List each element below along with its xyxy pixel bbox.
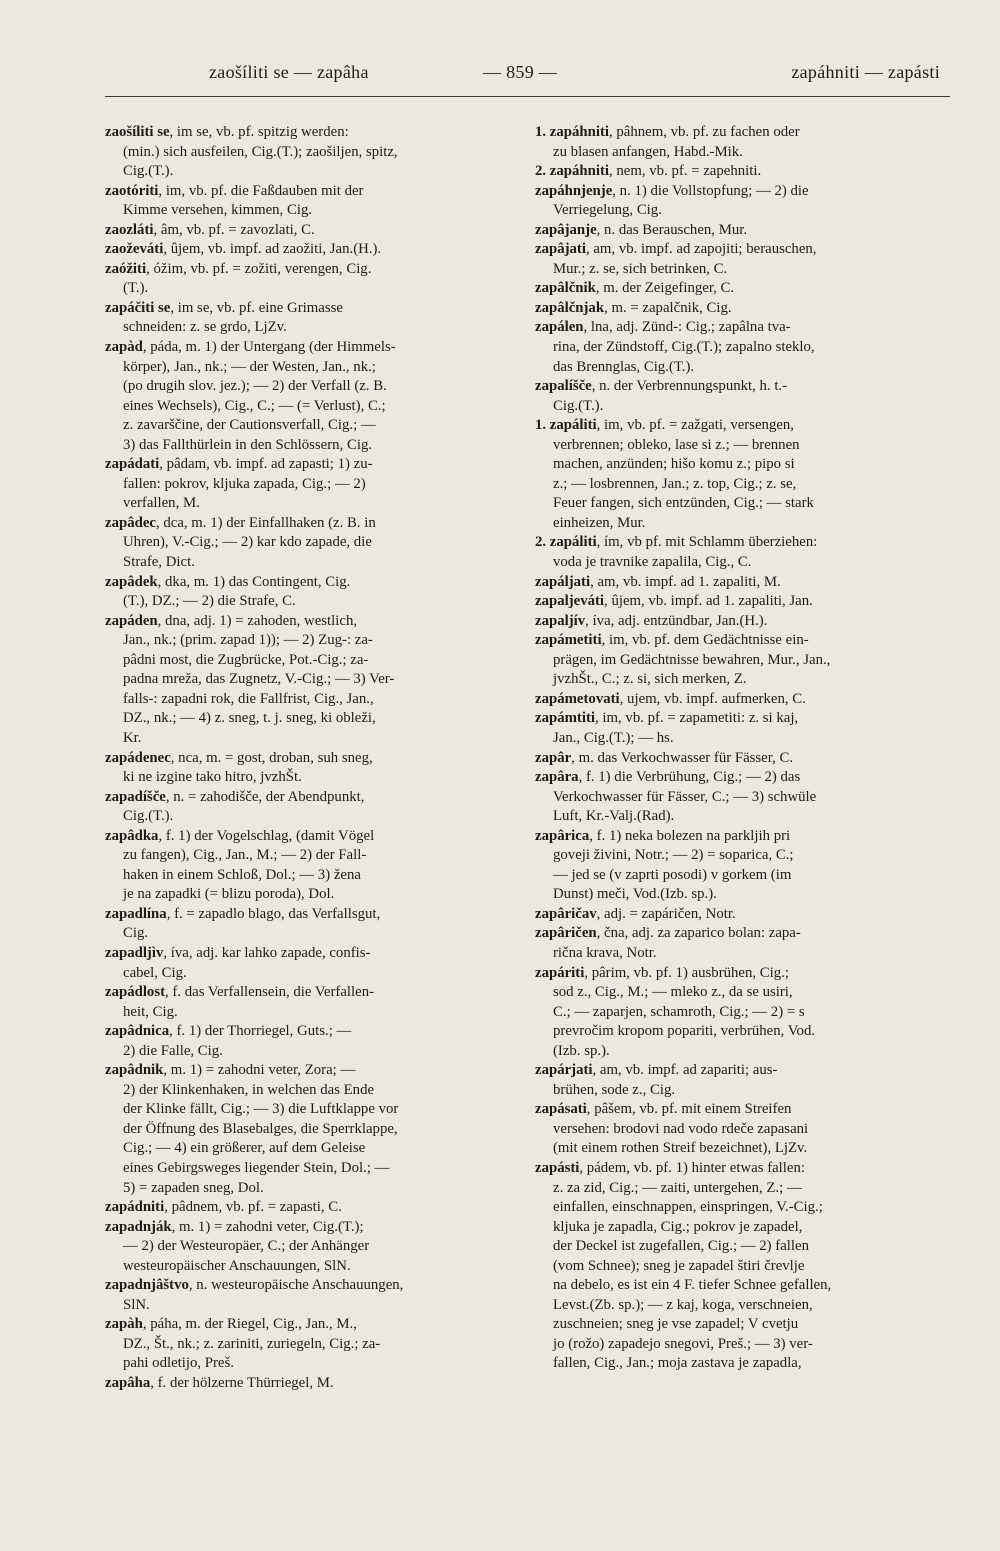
entry-line: einfallen, einschnappen, einspringen, V.-Cig.; bbox=[553, 1199, 823, 1216]
entry-line: Feuer fangen, sich entzünden, Cig.; — stark bbox=[553, 495, 814, 512]
entry-line: Cig.(T.). bbox=[553, 397, 604, 414]
entry-line: zapâlčnjak, m. = zapalčnik, Cig. bbox=[535, 299, 732, 316]
entry-line: SlN. bbox=[123, 1296, 150, 1313]
entry-line: Verriegelung, Cig. bbox=[553, 202, 662, 219]
entry-line: zapámtiti, im, vb. pf. = zapametiti: z. si kaj, bbox=[535, 710, 799, 727]
header-right-guideword: zapáhniti — zapásti bbox=[791, 62, 940, 82]
entry-line: zapâričav, adj. = zapáričen, Notr. bbox=[535, 905, 736, 922]
entry-line: Kr. bbox=[123, 729, 142, 746]
entry-line: zapâdka, f. 1) der Vogelschlag, (damit Vögel bbox=[105, 827, 375, 844]
entry-line: (po drugih slov. jez.); — 2) der Verfall (z. B. bbox=[123, 378, 387, 395]
entry-line: Cig.(T.). bbox=[123, 808, 174, 825]
entry-line: zapádati, pâdam, vb. impf. ad zapasti; 1) zu- bbox=[105, 456, 373, 473]
entry-line: zapálen, lna, adj. Zünd-: Cig.; zapâlna tva- bbox=[535, 319, 791, 336]
entry-line: (vom Schnee); sneg je zapadel štiri črevlje bbox=[553, 1257, 805, 1274]
entry-line: Levst.(Zb. sp.); — z kaj, koga, verschneien, bbox=[553, 1296, 813, 1313]
entry-line: verbrennen; obleko, lase si z.; — brennen bbox=[553, 436, 800, 453]
entry-line: zapaljív, íva, adj. entzündbar, Jan.(H.). bbox=[535, 612, 768, 629]
entry-line: eines Wechsels), Cig., C.; — (= Verlust), C.; bbox=[123, 397, 386, 414]
entry-line: das Brennglas, Cig.(T.). bbox=[553, 358, 695, 375]
entry-line: machen, anzünden; hišo komu z.; pipo si bbox=[553, 456, 795, 473]
entry-line: (T.). bbox=[123, 280, 149, 297]
entry-line: körper), Jan., nk.; — der Westen, Jan., nk.; bbox=[123, 358, 376, 375]
entry-line: 2) die Falle, Cig. bbox=[123, 1042, 223, 1059]
entry-line: zapâra, f. 1) die Verbrühung, Cig.; — 2) das bbox=[535, 769, 801, 786]
entry-line: — 2) der Westeuropäer, C.; der Anhänger bbox=[123, 1238, 370, 1255]
entry-line: der Öffnung des Blasebalges, die Sperrklappe, bbox=[123, 1120, 398, 1137]
entry-line: zapáriti, pârim, vb. pf. 1) ausbrühen, Cig.; bbox=[535, 964, 789, 981]
entry-line: rina, der Zündstoff, Cig.(T.); zapalno steklo, bbox=[553, 339, 815, 356]
entry-line: Uhren), V.-Cig.; — 2) kar kdo zapade, die bbox=[123, 534, 372, 551]
entry-line: Verkochwasser für Fässer, C.; — 3) schwüle bbox=[553, 788, 817, 805]
entry-line: fallen, Cig., Jan.; moja zastava je zapadla, bbox=[553, 1355, 802, 1372]
entry-line: zaotóriti, im, vb. pf. die Faßdauben mit der bbox=[105, 182, 364, 199]
entry-line: zapâjati, am, vb. impf. ad zapojiti; berauschen, bbox=[535, 241, 817, 258]
entry-line: der Klinke fällt, Cig.; — 3) die Luftklappe vor bbox=[123, 1101, 399, 1118]
entry-line: zapadlína, f. = zapadlo blago, das Verfallsgut, bbox=[105, 905, 381, 922]
entry-line: sod z., Cig., M.; — mleko z., da se usiri, bbox=[553, 984, 793, 1001]
entry-line: zapadíšče, n. = zahodišče, der Abendpunkt, bbox=[105, 788, 365, 805]
entry-line: versehen: brodovi nad vodo rdeče zapasani bbox=[553, 1120, 809, 1137]
entry-line: Cig.; — 4) ein größerer, auf dem Geleise bbox=[123, 1140, 366, 1157]
entry-line: zapadnjâštvo, n. westeuropäische Anschauungen, bbox=[105, 1277, 404, 1294]
entry-line: zu fangen), Cig., Jan., M.; — 2) der Fall- bbox=[123, 847, 367, 864]
entry-line: (min.) sich ausfeilen, Cig.(T.); zaošiljen, spitz, bbox=[123, 143, 398, 160]
entry-line: zapâlčnik, m. der Zeigefinger, C. bbox=[535, 280, 735, 297]
entry-line: zapásati, pâšem, vb. pf. mit einem Streifen bbox=[535, 1101, 792, 1118]
entry-line: zapalíšče, n. der Verbrennungspunkt, h. t.- bbox=[535, 378, 788, 395]
entry-line: cabel, Cig. bbox=[123, 964, 187, 981]
entry-line: zapâdnik, m. 1) = zahodni veter, Zora; — bbox=[105, 1062, 356, 1079]
entry-line: — jed se (v zaprti posodi) v gorkem (im bbox=[553, 866, 792, 883]
entry-line: jvzhŠt., C.; z. si, sich merken, Z. bbox=[553, 671, 747, 688]
entry-line: schneiden: z. se grdo, LjZv. bbox=[123, 319, 287, 336]
entry-line: eines Gebirgsweges liegender Stein, Dol.; — bbox=[123, 1159, 390, 1176]
entry-line: Jan., Cig.(T.); — hs. bbox=[553, 729, 674, 746]
entry-line: jo (rožo) zapadejo snegovi, Preš.; — 3) ver- bbox=[553, 1335, 813, 1352]
entry-line: 1. zapáhniti, pâhnem, vb. pf. zu fachen oder bbox=[535, 124, 800, 140]
entry-line: 2. zapáliti, ím, vb pf. mit Schlamm überziehen: bbox=[535, 534, 818, 551]
entry-line: zapámetiti, im, vb. pf. dem Gedächtnisse ein- bbox=[535, 632, 809, 649]
entry-line: rična krava, Notr. bbox=[553, 944, 657, 961]
entry-line: zapâričen, čna, adj. za zaparico bolan: zapa- bbox=[535, 925, 801, 942]
entry-line: Mur.; z. se, sich betrinken, C. bbox=[553, 260, 728, 277]
entry-line: der Deckel ist zugefallen, Cig.; — 2) fallen bbox=[553, 1238, 809, 1255]
entry-line: zapáčiti se, im se, vb. pf. eine Grimasse bbox=[105, 299, 343, 316]
entry-line: zapâdek, dka, m. 1) das Contingent, Cig. bbox=[105, 573, 351, 590]
entry-line: zapárjati, am, vb. impf. ad zapariti; aus- bbox=[535, 1062, 778, 1079]
entry-line: zapârica, f. 1) neka bolezen na parkljih pri bbox=[535, 827, 791, 844]
entry-line: zapâha, f. der hölzerne Thürriegel, M. bbox=[105, 1375, 334, 1391]
entry-line: Cig. bbox=[123, 925, 149, 942]
entry-line: prägen, im Gedächtnisse bewahren, Mur., Jan., bbox=[553, 651, 831, 668]
left-column bbox=[105, 123, 525, 1394]
entry-line: zapâdec, dca, m. 1) der Einfallhaken (z. B. in bbox=[105, 514, 376, 531]
entry-line: 2. zapáhniti, nem, vb. pf. = zapehniti. bbox=[535, 163, 762, 180]
entry-line: zuschneien; sneg je vse zapadel; V cvetju bbox=[553, 1316, 799, 1333]
entry-line: zapadljìv, íva, adj. kar lahko zapade, confis- bbox=[105, 944, 371, 961]
entry-line: zaoževáti, ûjem, vb. impf. ad zaožiti, Jan.(H.). bbox=[105, 241, 382, 258]
entry-line: zapâjanje, n. das Berauschen, Mur. bbox=[535, 221, 748, 238]
entry-line: zapaljeváti, ûjem, vb. impf. ad 1. zapaliti, Jan. bbox=[535, 593, 813, 610]
entry-line: z. za zid, Cig.; — zaiti, untergehen, Z.; — bbox=[553, 1179, 802, 1196]
page-number: — 859 — bbox=[483, 62, 558, 82]
entry-line: zapádenec, nca, m. = gost, droban, suh sneg, bbox=[105, 749, 373, 766]
entry-line: z. zavarščine, der Cautionsverfall, Cig.; — bbox=[123, 417, 376, 434]
entry-line: ki ne izgine tako hitro, jvzhŠt. bbox=[123, 769, 302, 786]
entry-line: pâdni most, die Zugbrücke, Pot.-Cig.; za- bbox=[123, 651, 369, 668]
entry-line: zapádlost, f. das Verfallensein, die Verfallen- bbox=[105, 984, 375, 1001]
entry-line: pahi odletijo, Preš. bbox=[123, 1355, 234, 1372]
entry-line: zaóžiti, óžim, vb. pf. = zožiti, verengen, Cig. bbox=[105, 260, 372, 277]
header-left-guideword: zaošíliti se — zapâha bbox=[209, 62, 369, 82]
entry-line: Luft, Kr.-Valj.(Rad). bbox=[553, 808, 675, 825]
entry-line: na debelo, es ist ein 4 F. tiefer Schnee gefallen, bbox=[553, 1277, 832, 1294]
entry-line: einheizen, Mur. bbox=[553, 514, 646, 531]
entry-line: 5) = zapaden sneg, Dol. bbox=[123, 1179, 264, 1196]
entry-line: haken in einem Schloß, Dol.; — 3) žena bbox=[123, 866, 361, 883]
header-rule bbox=[105, 96, 950, 97]
entry-line: zaošíliti se, im se, vb. pf. spitzig werden: bbox=[105, 124, 349, 140]
entry-line: z.; — losbrennen, Jan.; z. top, Cig.; z. se, bbox=[553, 475, 797, 492]
entry-line: (mit einem rothen Streif bezeichnet), LjZv. bbox=[553, 1140, 808, 1157]
entry-line: DZ., Št., nk.; z. zariniti, zuriegeln, Cig.; za- bbox=[123, 1335, 381, 1352]
entry-line: padna mreža, das Zugnetz, V.-Cig.; — 3) Ver- bbox=[123, 671, 395, 688]
entry-line: 3) das Fallthürlein in den Schlössern, Cig. bbox=[123, 436, 373, 453]
entry-line: Strafe, Dict. bbox=[123, 554, 195, 571]
entry-line: brühen, sode z., Cig. bbox=[553, 1081, 676, 1098]
entry-line: DZ., nk.; — 4) z. sneg, t. j. sneg, ki obleži, bbox=[123, 710, 376, 727]
entry-line: zapàh, páha, m. der Riegel, Cig., Jan., M., bbox=[105, 1316, 357, 1333]
entry-line: zapáhnjenje, n. 1) die Vollstopfung; — 2) die bbox=[535, 182, 809, 199]
right-column bbox=[535, 123, 955, 1374]
entry-line: kljuka je zapadla, Cig.; pokrov je zapadel, bbox=[553, 1218, 803, 1235]
page-header bbox=[105, 62, 950, 92]
entry-line: falls-: zapadni rok, die Fallfrist, Cig., Jan., bbox=[123, 690, 374, 707]
entry-line: zu blasen anfangen, Habd.-Mik. bbox=[553, 143, 743, 160]
entry-line: fallen: pokrov, kljuka zapada, Cig.; — 2) bbox=[123, 475, 366, 492]
entry-line: 2) der Klinkenhaken, in welchen das Ende bbox=[123, 1081, 375, 1098]
entry-line: zapâr, m. das Verkochwasser für Fässer, C. bbox=[535, 749, 794, 766]
entry-line: heit, Cig. bbox=[123, 1003, 178, 1020]
entry-line: zaozláti, âm, vb. pf. = zavozlati, C. bbox=[105, 221, 315, 238]
entry-line: voda je travnike zapalila, Cig., C. bbox=[553, 554, 752, 571]
entry-line: C.; — zaparjen, schamroth, Cig.; — 2) = s bbox=[553, 1003, 805, 1020]
entry-line: (T.), DZ.; — 2) die Strafe, C. bbox=[123, 593, 296, 610]
entry-line: zapáden, dna, adj. 1) = zahoden, westlich, bbox=[105, 612, 358, 629]
entry-line: zapámetovati, ujem, vb. impf. aufmerken, C. bbox=[535, 690, 806, 707]
entry-line: Dunst) meči, Vod.(Izb. sp.). bbox=[553, 886, 717, 903]
entry-line: Kimme versehen, kimmen, Cig. bbox=[123, 202, 313, 219]
entry-line: zapáljati, am, vb. impf. ad 1. zapaliti, M. bbox=[535, 573, 781, 590]
entry-line: prevročim kropom popariti, verbrühen, Vod. bbox=[553, 1023, 816, 1040]
entry-line: zapádniti, pâdnem, vb. pf. = zapasti, C. bbox=[105, 1199, 342, 1216]
entry-line: 1. zapáliti, im, vb. pf. = zažgati, versengen, bbox=[535, 417, 795, 434]
entry-line: zapâdnica, f. 1) der Thorriegel, Guts.; — bbox=[105, 1023, 352, 1040]
entry-line: je na zapadki (= blizu poroda), Dol. bbox=[123, 886, 335, 903]
entry-line: verfallen, M. bbox=[123, 495, 200, 512]
entry-line: zapàd, páda, m. 1) der Untergang (der Himmels- bbox=[105, 339, 396, 356]
entry-line: zapásti, pádem, vb. pf. 1) hinter etwas fallen: bbox=[535, 1159, 805, 1176]
entry-line: zapadnják, m. 1) = zahodni veter, Cig.(T.); bbox=[105, 1218, 364, 1235]
entry-line: Cig.(T.). bbox=[123, 163, 174, 180]
entry-line: Jan., nk.; (prim. zapad 1)); — 2) Zug-: za- bbox=[123, 632, 373, 649]
entry-line: westeuropäischer Anschauungen, SlN. bbox=[123, 1257, 351, 1274]
entry-line: (Izb. sp.). bbox=[553, 1042, 610, 1059]
entry-line: goveji živini, Notr.; — 2) = soparica, C.; bbox=[553, 847, 794, 864]
